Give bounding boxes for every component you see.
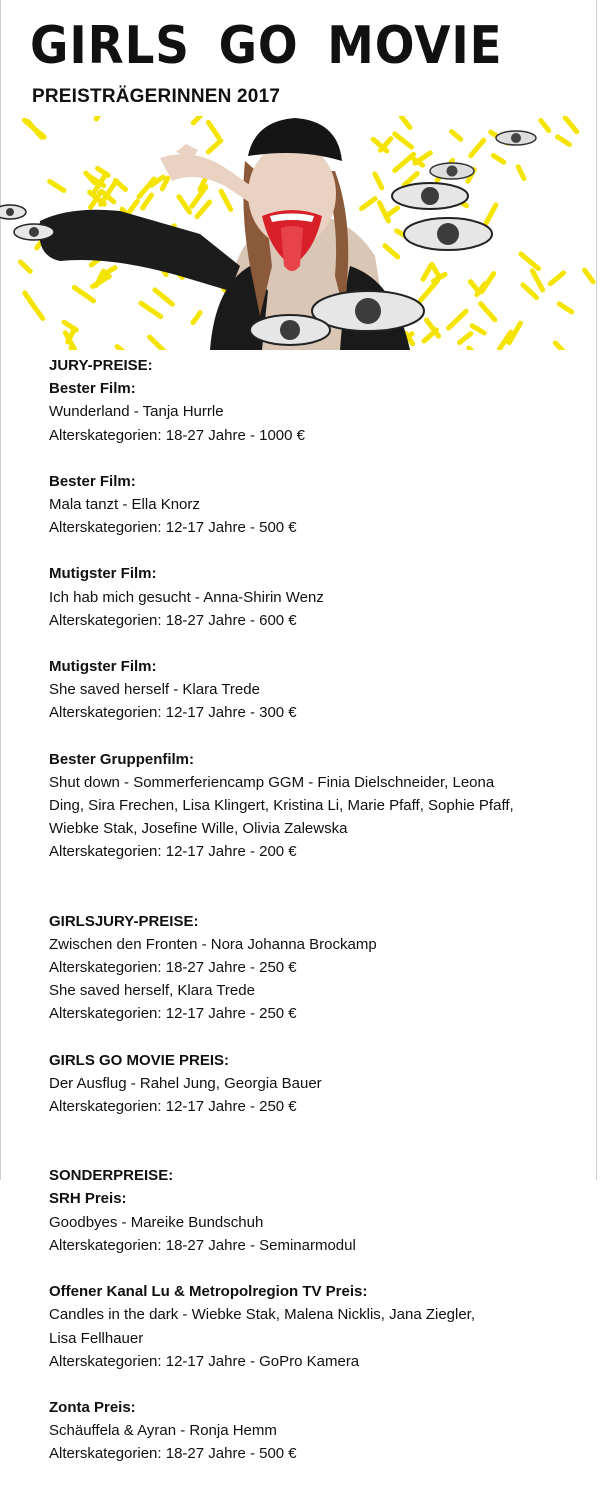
eye-icon [14,224,54,240]
yellow-dash [449,311,466,328]
award-title: Mutigster Film: [49,658,157,676]
brand-word-go: GO [218,16,299,76]
yellow-dash [486,205,496,224]
award-entry [49,655,589,725]
award-winner: Mala tanzt - Ella Knorz [49,496,200,514]
award-category: Alterskategorien: 18-27 Jahre - 250 € [49,959,297,977]
award-category: Alterskategorien: 18-27 Jahre - 500 € [49,1445,297,1463]
award-title: Bester Gruppenfilm: [49,750,195,768]
yellow-dash [141,303,161,316]
yellow-dash [493,155,503,162]
yellow-dash [208,122,218,137]
award-category: Alterskategorien: 18-27 Jahre - 600 € [49,611,297,629]
award-winner: She saved herself, Klara Trede [49,982,255,1000]
section-heading-girlsjury: GIRLSJURY-PREISE: [49,912,199,930]
award-winner: Ich hab mich gesucht - Anna-Shirin Wenz [49,588,324,606]
award-winner: She saved herself - Klara Trede [49,681,260,699]
yellow-dash [193,313,200,323]
award-title: Zonta Preis: [49,1398,136,1416]
award-entry [49,377,589,447]
yellow-dash [96,116,106,119]
yellow-dash [30,300,43,319]
hero-illustration [0,116,600,350]
yellow-dash [221,191,231,209]
yellow-dash [541,121,549,131]
award-entry [49,470,589,540]
brand-logo [30,18,503,74]
award-category: Alterskategorien: 12-17 Jahre - GoPro Kamera [49,1352,360,1370]
yellow-dash [386,208,398,217]
award-winner: Der Ausflug - Rahel Jung, Georgia Bauer [49,1074,322,1092]
page-subtitle: PREISTRÄGERINNEN 2017 [32,86,281,107]
yellow-dash [150,337,165,350]
award-category: Alterskategorien: 12-17 Jahre - 500 € [49,519,297,537]
award-category: Alterskategorien: 12-17 Jahre - 250 € [49,1005,297,1023]
yellow-dash [115,180,125,189]
award-title: Mutigster Film: [49,565,157,583]
award-entry [49,748,589,864]
award-winner: Candles in the dark - Wiebke Stak, Malena Nicklis, Jana Ziegler, [49,1306,476,1324]
yellow-dash [193,116,205,123]
yellow-dash [117,347,132,350]
section-heading-jury: JURY-PREISE: [49,357,153,374]
yellow-dash [179,197,190,213]
award-entry [49,1280,589,1373]
yellow-dash [471,140,484,156]
yellow-dash [523,285,537,298]
yellow-dash [585,270,594,282]
yellow-dash [550,273,563,284]
yellow-dash [532,271,542,290]
yellow-dash [155,290,173,304]
yellow-dash [401,117,409,128]
award-title: Bester Film: [49,380,136,398]
yellow-dash [375,174,382,188]
section-heading-ggm: GIRLS GO MOVIE PREIS: [49,1051,230,1069]
award-winner: Goodbyes - Mareike Bundschuh [49,1213,264,1231]
yellow-dash [472,326,484,333]
award-title: SRH Preis: [49,1190,127,1208]
yellow-dash [521,254,539,269]
brand-word-girls: GIRLS [30,16,190,76]
award-category: Alterskategorien: 12-17 Jahre - 200 € [49,843,297,861]
yellow-dash [50,181,64,190]
yellow-dash [395,134,412,147]
yellow-dash [421,281,438,301]
award-winner: Zwischen den Fronten - Nora Johanna Brockamp [49,935,377,953]
award-entry [49,562,589,632]
award-winner: Schäuffela & Ayran - Ronja Hemm [49,1422,277,1440]
yellow-dash [558,137,570,145]
yellow-dash [143,195,152,208]
yellow-dash [423,266,431,279]
award-title: Offener Kanal Lu & Metropolregion TV Preis: [49,1283,368,1301]
yellow-dash [565,118,577,132]
section-heading-sonderpreise: SONDERPREISE: [49,1167,174,1185]
eye-icon [392,183,468,209]
yellow-dash [469,348,482,350]
yellow-dash [28,121,41,137]
yellow-dash [459,334,470,343]
awards-list [49,354,589,1466]
eye-icon [404,218,492,250]
yellow-dash [208,141,220,152]
brand-word-movie: MOVIE [327,16,503,76]
award-category: Alterskategorien: 18-27 Jahre - Seminarmodul [49,1236,356,1254]
award-category: Alterskategorien: 18-27 Jahre - 1000 € [49,426,305,444]
yellow-dash [452,132,461,140]
yellow-dash [433,274,445,281]
yellow-dash [518,167,524,179]
award-category: Alterskategorien: 12-17 Jahre - 250 € [49,1098,297,1116]
yellow-dash [432,264,439,275]
award-entry [49,1396,589,1466]
award-entry [49,1187,589,1257]
award-winner: Wunderland - Tanja Hurrle [49,403,224,421]
hero-collage [0,116,600,350]
yellow-dash [197,202,210,217]
yellow-dash [555,343,573,350]
yellow-dash [68,329,75,342]
yellow-dash [481,304,495,320]
award-winner-continued: Lisa Fellhauer [49,1329,144,1347]
eye-icon [430,163,474,179]
award-category: Alterskategorien: 12-17 Jahre - 300 € [49,704,297,722]
yellow-dash [362,199,376,209]
award-title: Bester Film: [49,472,136,490]
eye-icon [0,205,26,219]
yellow-dash [385,246,398,257]
yellow-dash [21,262,31,271]
yellow-dash [74,287,93,300]
eye-icon [250,315,330,345]
award-winner-continued: Wiebke Stak, Josefine Wille, Olivia Zalewska [49,820,348,838]
award-winner-continued: Ding, Sira Frechen, Lisa Klingert, Kristina Li, Marie Pfaff, Sophie Pfaff, [49,797,514,815]
yellow-dash [128,201,137,214]
eye-icon [496,131,536,145]
yellow-dash [559,304,572,312]
award-winner: Shut down - Sommerferiencamp GGM - Finia Dielschneider, Leona [49,773,495,791]
